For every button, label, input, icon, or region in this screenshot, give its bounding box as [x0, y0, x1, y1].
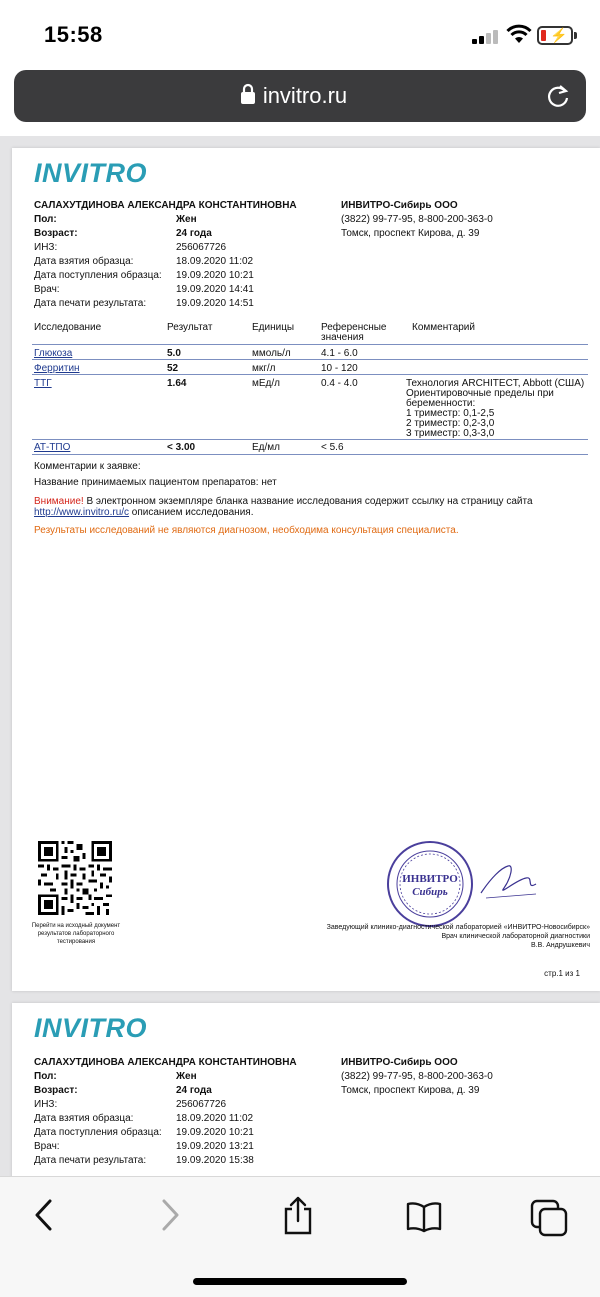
row-result: < 3.00 [167, 442, 196, 453]
wifi-icon [506, 24, 532, 44]
field-value: 18.09.2020 11:02 [176, 256, 254, 267]
row-study-link[interactable]: Глюкоза [34, 348, 73, 359]
divider [32, 454, 588, 455]
field-value: 19.09.2020 15:38 [176, 1155, 254, 1166]
order-comments: Комментарии к заявке: [34, 461, 141, 472]
field-value: Жен [176, 214, 197, 225]
lab-address: Томск, проспект Кирова, д. 39 [341, 1085, 480, 1096]
col-header-ref-2: значения [321, 332, 364, 343]
page-number: стр.1 из 1 [544, 969, 580, 978]
result-page-1 [12, 148, 600, 991]
share-icon[interactable] [282, 1195, 314, 1235]
row-comment: Технология ARCHITECT, Abbott (США) [406, 378, 585, 389]
col-header-result: Результат [167, 322, 213, 333]
invitro-logo: INVITRO [34, 1013, 148, 1043]
field-label: ИНЗ: [34, 242, 58, 253]
field-label: Пол: [34, 214, 57, 225]
row-comment: беременности: [406, 398, 476, 409]
field-label: Дата взятия образца: [34, 256, 134, 267]
result-page-2 [12, 1003, 600, 1176]
doctor-name: В.В. Андрушкевич [530, 942, 590, 949]
attention-line-2 [34, 507, 253, 518]
signal-icon [472, 28, 500, 44]
home-indicator [193, 1278, 407, 1285]
row-ref: 10 - 120 [321, 363, 358, 374]
divider [32, 374, 588, 375]
tabs-icon[interactable] [530, 1199, 570, 1237]
attention-label: Внимание! [34, 496, 84, 507]
back-icon[interactable] [32, 1197, 56, 1233]
address-bar[interactable] [14, 70, 586, 122]
field-label: Дата взятия образца: [34, 1113, 134, 1124]
field-value: 19.09.2020 10:21 [176, 270, 254, 281]
field-value: 256067726 [176, 1099, 227, 1110]
status-bar [0, 0, 600, 68]
qr-caption: Перейти на исходный документ результатов лабораторного тестирования [31, 923, 121, 945]
row-units: Ед/мл [252, 442, 280, 453]
attention-line [34, 496, 533, 507]
disclaimer: Результаты исследований не являются диагнозом, необходима консультация специалиста. [34, 525, 459, 536]
patient-name: САЛАХУТДИНОВА АЛЕКСАНДРА КОНСТАНТИНОВНА [34, 1057, 297, 1068]
col-header-ref: Референсные [321, 322, 387, 333]
row-study-link[interactable]: Ферритин [34, 363, 80, 374]
field-label: Пол: [34, 1071, 57, 1082]
invitro-logo: INVITRO [34, 158, 148, 188]
bookmarks-icon[interactable] [406, 1201, 442, 1233]
drugs-line: Название принимаемых пациентом препаратов: нет [34, 477, 277, 488]
field-label: Врач: [34, 284, 60, 295]
invitro-link[interactable]: http://www.invitro.ru/c [34, 507, 130, 518]
stamp-subtext: Сибирь [412, 886, 448, 898]
col-header-units: Единицы [252, 322, 295, 333]
divider [32, 439, 588, 440]
patient-name: САЛАХУТДИНОВА АЛЕКСАНДРА КОНСТАНТИНОВНА [34, 200, 297, 211]
row-ref: 4.1 - 6.0 [321, 348, 358, 359]
field-value: 19.09.2020 14:41 [176, 284, 254, 295]
head-line: Заведующий клинико-диагностической лабораторией «ИНВИТРО-Новосибирск» [326, 924, 590, 931]
divider [32, 359, 588, 360]
col-header-comment: Комментарий [412, 322, 475, 333]
stamp-text: ИНВИТРО [402, 873, 458, 885]
field-value: 19.09.2020 13:21 [176, 1141, 254, 1152]
row-comment: 3 триместр: 0,3-3,0 [406, 428, 495, 439]
divider [32, 344, 588, 345]
attention-text: В электронном экземпляре бланка название исследования содержит ссылку на страницу сайта [83, 496, 533, 507]
reload-icon[interactable] [546, 83, 570, 109]
lab-phone: (3822) 99-77-95, 8-800-200-363-0 [341, 214, 493, 225]
field-value: 18.09.2020 11:02 [176, 1113, 254, 1124]
battery-icon: ⚡ [537, 26, 573, 45]
row-units: мЕд/л [252, 378, 280, 389]
field-value: 19.09.2020 14:51 [176, 298, 254, 309]
lab-name: ИНВИТРО-Сибирь ООО [341, 200, 458, 211]
field-label: Врач: [34, 1141, 60, 1152]
row-units: ммоль/л [252, 348, 291, 359]
attention-tail: описанием исследования. [129, 507, 254, 518]
field-value: 24 года [176, 228, 212, 239]
status-time: 15:58 [44, 22, 103, 47]
field-label: Дата поступления образца: [34, 1127, 162, 1138]
field-value: 256067726 [176, 242, 227, 253]
url-text[interactable]: invitro.ru [262, 83, 348, 108]
field-value: 24 года [176, 1085, 212, 1096]
row-study-link[interactable]: ТТГ [34, 378, 52, 389]
field-value: 19.09.2020 10:21 [176, 1127, 254, 1138]
lab-name: ИНВИТРО-Сибирь ООО [341, 1057, 458, 1068]
field-label: ИНЗ: [34, 1099, 58, 1110]
field-value: Жен [176, 1071, 197, 1082]
web-content[interactable] [0, 136, 600, 1176]
row-ref: 0.4 - 4.0 [321, 378, 358, 389]
lab-stamp [386, 838, 556, 938]
doctor-line: Врач клинической лабораторной диагностики [441, 933, 590, 940]
row-ref: < 5.6 [321, 442, 344, 453]
row-result: 5.0 [167, 348, 181, 359]
row-comment: Ориентировочные пределы при [406, 388, 554, 399]
row-result: 1.64 [167, 378, 187, 389]
row-study-link[interactable]: АТ-ТПО [34, 442, 71, 453]
forward-icon[interactable] [158, 1197, 182, 1233]
row-comment: 1 триместр: 0,1-2,5 [406, 408, 495, 419]
field-label: Дата печати результата: [34, 298, 147, 309]
col-header-study: Исследование [34, 322, 102, 333]
field-label: Дата поступления образца: [34, 270, 162, 281]
qr-code[interactable] [38, 841, 112, 915]
row-units: мкг/л [252, 363, 276, 374]
row-result: 52 [167, 363, 179, 374]
row-comment: 2 триместр: 0,2-3,0 [406, 418, 495, 429]
field-label: Дата печати результата: [34, 1155, 147, 1166]
lab-phone: (3822) 99-77-95, 8-800-200-363-0 [341, 1071, 493, 1082]
field-label: Возраст: [34, 1085, 78, 1096]
lab-address: Томск, проспект Кирова, д. 39 [341, 228, 480, 239]
field-label: Возраст: [34, 228, 78, 239]
